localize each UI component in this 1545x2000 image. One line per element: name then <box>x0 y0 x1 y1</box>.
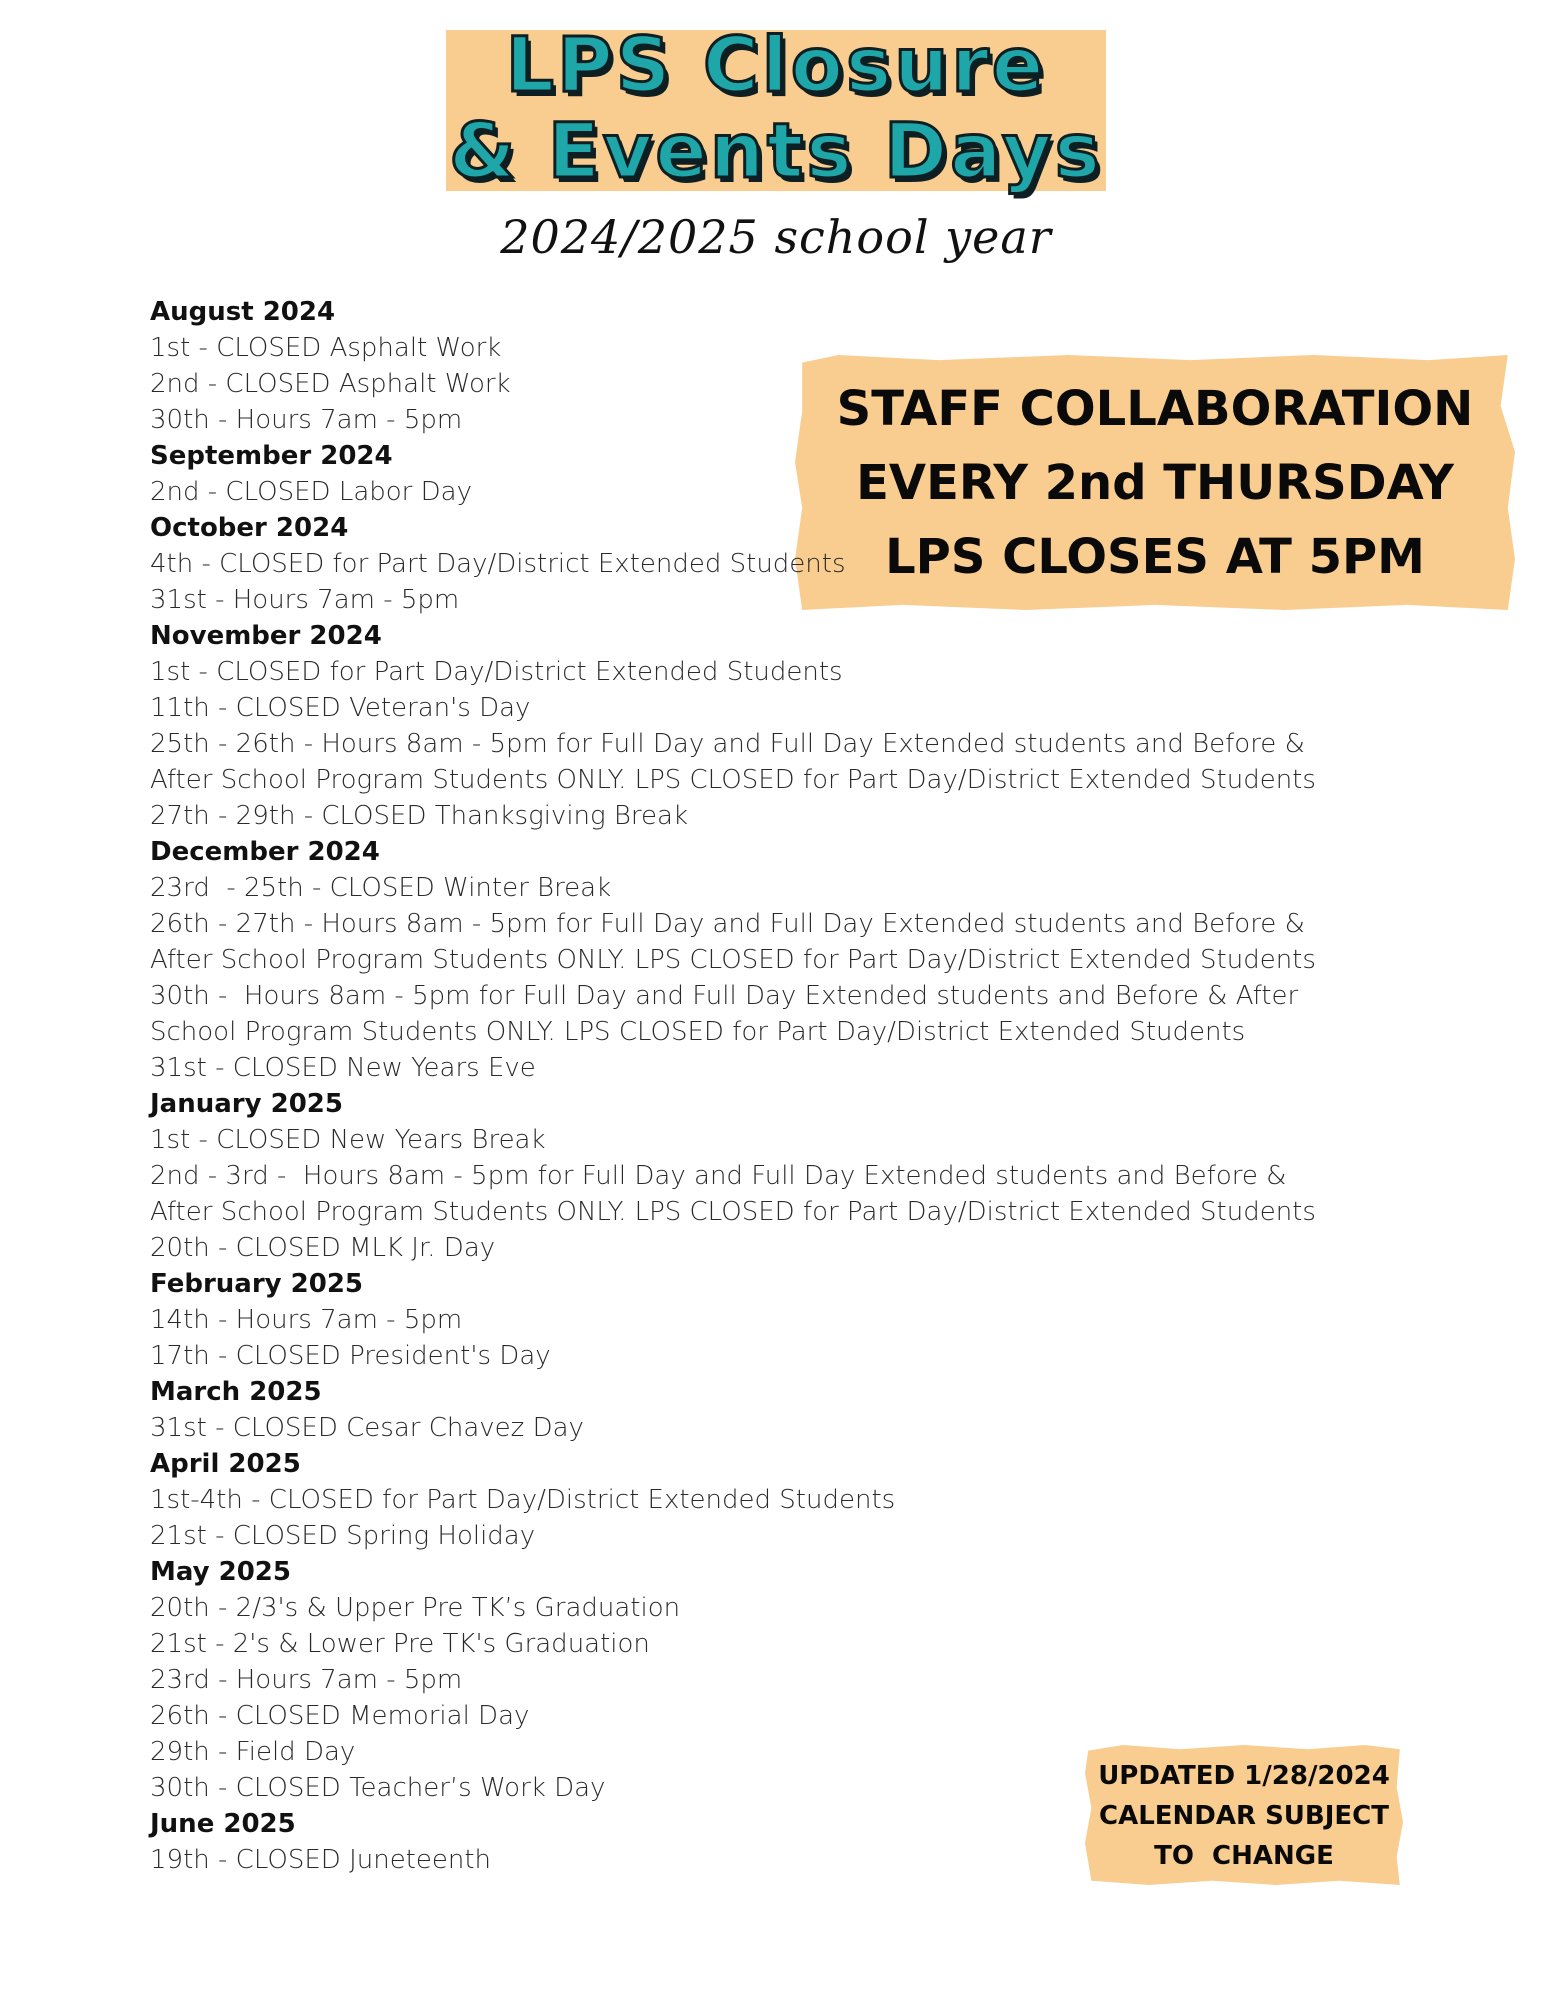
closure-schedule <box>150 294 1370 1878</box>
event-mar-1: 31st - CLOSED Cesar Chavez Day <box>150 1413 584 1443</box>
staff-note-line-1: STAFF COLLABORATION <box>836 381 1474 437</box>
event-may-1: 20th - 2/3's & Upper Pre TK’s Graduation <box>150 1593 681 1623</box>
event-nov-1: 1st - CLOSED for Part Day/District Extended Students <box>150 657 843 687</box>
page-title <box>446 22 1106 194</box>
update-note-line-2: CALENDAR SUBJECT <box>1099 1801 1389 1831</box>
event-may-2: 21st - 2's & Lower Pre TK's Graduation <box>150 1629 650 1659</box>
staff-note-line-3: LPS CLOSES AT 5PM <box>885 529 1425 585</box>
month-heading-june: June 2025 <box>150 1809 296 1839</box>
month-heading-december: December 2024 <box>150 837 380 867</box>
month-heading-february: February 2025 <box>150 1269 364 1299</box>
event-dec-1: 23rd - 25th - CLOSED Winter Break <box>150 873 612 903</box>
event-may-5: 29th - Field Day <box>150 1737 356 1767</box>
event-nov-4: 27th - 29th - CLOSED Thanksgiving Break <box>150 801 689 831</box>
month-heading-january: January 2025 <box>150 1089 343 1119</box>
event-aug-2: 2nd - CLOSED Asphalt Work <box>150 369 511 399</box>
event-may-3: 23rd - Hours 7am - 5pm <box>150 1665 463 1695</box>
event-jan-1: 1st - CLOSED New Years Break <box>150 1125 546 1155</box>
event-feb-1: 14th - Hours 7am - 5pm <box>150 1305 463 1335</box>
month-heading-october: October 2024 <box>150 513 349 543</box>
title-line-2: & Events Days <box>449 106 1103 195</box>
event-jan-2: 2nd - 3rd - Hours 8am - 5pm for Full Day and Full Day Extended students and Before & After School Program Students ONLY. LPS CLOSED for Part Day/District Extended Students <box>150 1161 1316 1227</box>
event-jun-1: 19th - CLOSED Juneteenth <box>150 1845 492 1875</box>
month-heading-may: May 2025 <box>150 1557 291 1587</box>
school-year-subtitle: 2024/2025 school year <box>500 210 1052 264</box>
event-dec-2: 26th - 27th - Hours 8am - 5pm for Full Day and Full Day Extended students and Before & After School Program Students ONLY. LPS CLOSED for Part Day/District Extended Students <box>150 909 1316 975</box>
event-dec-4: 31st - CLOSED New Years Eve <box>150 1053 536 1083</box>
event-nov-2: 11th - CLOSED Veteran's Day <box>150 693 531 723</box>
event-apr-2: 21st - CLOSED Spring Holiday <box>150 1521 536 1551</box>
update-note-line-3: TO CHANGE <box>1154 1841 1334 1871</box>
title-line-1: LPS Closure <box>505 20 1047 109</box>
staff-note-line-2: EVERY 2nd THURSDAY <box>856 455 1454 511</box>
event-oct-2: 31st - Hours 7am - 5pm <box>150 585 460 615</box>
update-note <box>1085 1756 1403 1876</box>
month-heading-august: August 2024 <box>150 297 336 327</box>
month-heading-november: November 2024 <box>150 621 382 651</box>
month-heading-march: March 2025 <box>150 1377 322 1407</box>
month-heading-april: April 2025 <box>150 1449 301 1479</box>
event-apr-1: 1st-4th - CLOSED for Part Day/District Extended Students <box>150 1485 896 1515</box>
event-may-6: 30th - CLOSED Teacher’s Work Day <box>150 1773 606 1803</box>
event-oct-1: 4th - CLOSED for Part Day/District Extended Students <box>150 549 846 579</box>
event-dec-3: 30th - Hours 8am - 5pm for Full Day and Full Day Extended students and Before & After School Program Students ONLY. LPS CLOSED for Part Day/District Extended Students <box>150 981 1307 1047</box>
event-aug-3: 30th - Hours 7am - 5pm <box>150 405 463 435</box>
event-aug-1: 1st - CLOSED Asphalt Work <box>150 333 502 363</box>
event-sep-1: 2nd - CLOSED Labor Day <box>150 477 472 507</box>
update-note-line-1: UPDATED 1/28/2024 <box>1098 1761 1390 1791</box>
event-jan-3: 20th - CLOSED MLK Jr. Day <box>150 1233 496 1263</box>
event-feb-2: 17th - CLOSED President's Day <box>150 1341 551 1371</box>
event-may-4: 26th - CLOSED Memorial Day <box>150 1701 530 1731</box>
month-heading-september: September 2024 <box>150 441 393 471</box>
event-nov-3: 25th - 26th - Hours 8am - 5pm for Full Day and Full Day Extended students and Before & After School Program Students ONLY. LPS CLOSED for Part Day/District Extended Students <box>150 729 1316 795</box>
